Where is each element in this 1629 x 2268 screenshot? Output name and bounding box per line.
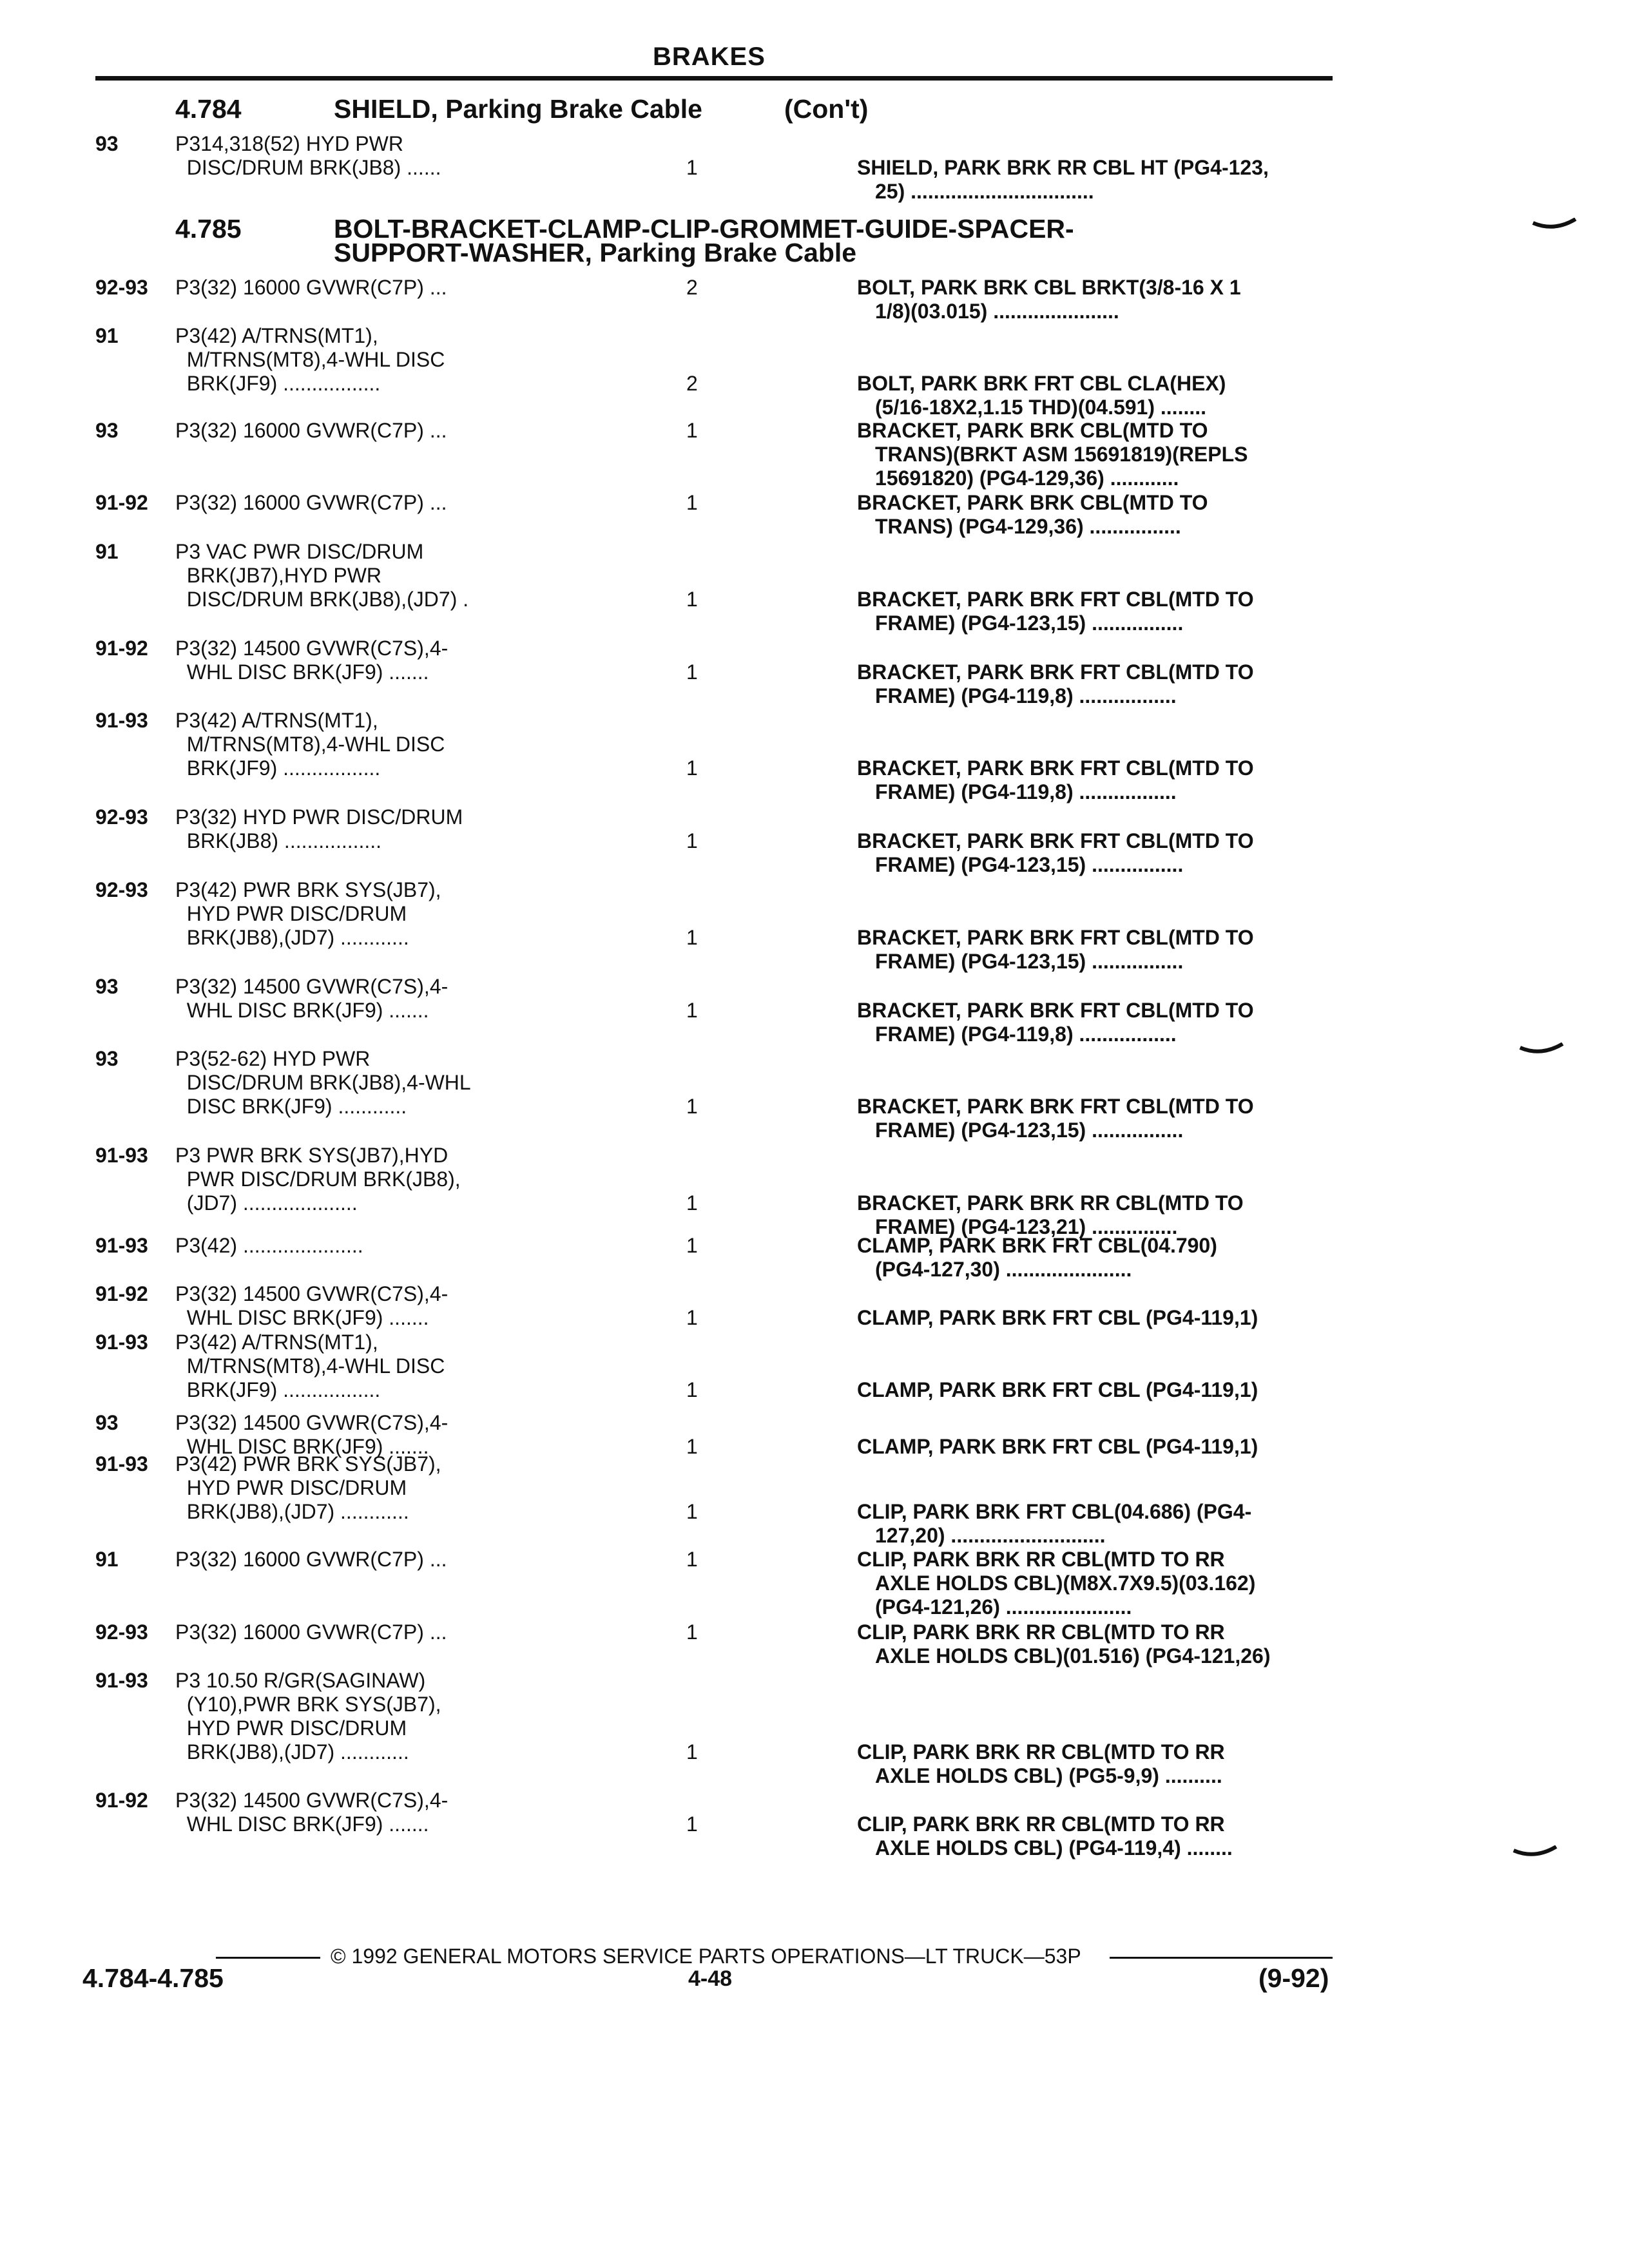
description — [857, 1435, 1334, 1459]
description-line: AXLE HOLDS CBL)(01.516) (PG4-121,26) — [875, 1644, 1271, 1667]
description-line: AXLE HOLDS CBL) (PG5-9,9) .......... — [875, 1764, 1222, 1787]
section-title-line1: BOLT-BRACKET-CLAMP-CLIP-GROMMET-GUIDE-SPACER- — [334, 214, 1074, 244]
quantity: 1 — [686, 419, 698, 442]
application-line: DISC/DRUM BRK(JB8),4-WHL — [175, 1071, 471, 1094]
description — [857, 491, 1334, 539]
application — [175, 1282, 536, 1330]
description-line: TRANS)(BRKT ASM 15691819)(REPLS — [875, 443, 1248, 466]
application-line: PWR DISC/DRUM BRK(JB8), — [175, 1168, 461, 1191]
description — [857, 419, 1334, 490]
application — [175, 276, 536, 300]
model-year: 93 — [95, 1411, 119, 1434]
application-line: WHL DISC BRK(JF9) ....... — [175, 660, 429, 684]
quantity: 1 — [686, 1095, 698, 1118]
quantity: 1 — [686, 1435, 698, 1458]
application — [175, 1789, 536, 1836]
application-line: P3(42) ..................... — [175, 1234, 363, 1257]
model-year: 91-93 — [95, 1331, 148, 1354]
application-line: P3(52-62) HYD PWR — [175, 1047, 371, 1070]
quantity: 1 — [686, 588, 698, 611]
application-line: P3(32) 16000 GVWR(C7P) ... — [175, 419, 447, 442]
application — [175, 1331, 536, 1402]
quantity: 1 — [686, 660, 698, 684]
footer-rule-right — [1110, 1957, 1333, 1959]
description — [857, 1548, 1334, 1619]
model-year: 92-93 — [95, 878, 148, 901]
application-line: P3(32) 16000 GVWR(C7P) ... — [175, 1620, 447, 1644]
description-line: (PG4-121,26) ...................... — [875, 1595, 1132, 1619]
margin-mark — [1532, 218, 1577, 232]
application-line: HYD PWR DISC/DRUM — [175, 1716, 407, 1740]
quantity: 1 — [686, 1191, 698, 1215]
application — [175, 419, 536, 443]
application — [175, 324, 536, 396]
model-year: 91 — [95, 540, 119, 563]
description-line: CLIP, PARK BRK RR CBL(MTD TO RR — [857, 1548, 1225, 1571]
application-line: P3(32) HYD PWR DISC/DRUM — [175, 805, 463, 829]
model-year: 92-93 — [95, 805, 148, 829]
description-line: FRAME) (PG4-119,8) ................. — [875, 780, 1177, 803]
description-line: CLIP, PARK BRK RR CBL(MTD TO RR — [857, 1740, 1225, 1763]
quantity: 1 — [686, 1812, 698, 1836]
description-line: (PG4-127,30) ...................... — [875, 1258, 1132, 1281]
application — [175, 491, 536, 515]
application-line: WHL DISC BRK(JF9) ....... — [175, 1306, 429, 1329]
application-line: WHL DISC BRK(JF9) ....... — [175, 1435, 429, 1458]
application-line: P3(42) PWR BRK SYS(JB7), — [175, 1452, 441, 1475]
application-line: P3(32) 16000 GVWR(C7P) ... — [175, 491, 447, 514]
description-line: BOLT, PARK BRK CBL BRKT(3/8-16 X 1 — [857, 276, 1241, 299]
application-line: P3(32) 14500 GVWR(C7S),4- — [175, 975, 448, 998]
application — [175, 1234, 536, 1258]
quantity: 1 — [686, 1740, 698, 1763]
application-line: HYD PWR DISC/DRUM — [175, 1476, 407, 1499]
application-line: P3(42) A/TRNS(MT1), — [175, 709, 378, 732]
description-line: 127,20) ........................... — [875, 1524, 1106, 1547]
description-line: 15691820) (PG4-129,36) ............ — [875, 466, 1179, 490]
description-line: FRAME) (PG4-123,15) ................ — [875, 950, 1184, 973]
model-year: 91-93 — [95, 1144, 148, 1167]
description — [857, 1095, 1334, 1142]
description-line: BRACKET, PARK BRK FRT CBL(MTD TO — [857, 1095, 1254, 1118]
application-line: (JD7) .................... — [175, 1191, 358, 1215]
section-title-line2: SUPPORT-WASHER, Parking Brake Cable — [334, 238, 857, 267]
application — [175, 540, 536, 611]
description-line: CLIP, PARK BRK FRT CBL(04.686) (PG4- — [857, 1500, 1252, 1523]
description-line: SHIELD, PARK BRK RR CBL HT (PG4-123, — [857, 156, 1269, 179]
description-line: BRACKET, PARK BRK CBL(MTD TO — [857, 419, 1208, 442]
quantity: 1 — [686, 1378, 698, 1401]
model-year: 91-92 — [95, 637, 148, 660]
application-line: P3(42) A/TRNS(MT1), — [175, 324, 378, 347]
model-year: 93 — [95, 419, 119, 442]
description — [857, 276, 1334, 323]
description-line: FRAME) (PG4-119,8) ................. — [875, 684, 1177, 707]
description — [857, 1234, 1334, 1282]
description-line: CLIP, PARK BRK RR CBL(MTD TO RR — [857, 1812, 1225, 1836]
margin-mark — [1512, 1845, 1557, 1860]
application-line: M/TRNS(MT8),4-WHL DISC — [175, 733, 445, 756]
application-line: P3 VAC PWR DISC/DRUM — [175, 540, 424, 563]
application-line: P3(32) 14500 GVWR(C7S),4- — [175, 1411, 448, 1434]
description — [857, 756, 1334, 804]
description-line: CLAMP, PARK BRK FRT CBL (PG4-119,1) — [857, 1378, 1258, 1401]
description — [857, 999, 1334, 1046]
application-line: P3(32) 16000 GVWR(C7P) ... — [175, 276, 447, 299]
description-line: TRANS) (PG4-129,36) ................ — [875, 515, 1181, 538]
quantity: 1 — [686, 1234, 698, 1257]
quantity: 2 — [686, 276, 698, 299]
header-rule — [95, 76, 1333, 81]
application-line: BRK(JB8),(JD7) ............ — [175, 1500, 409, 1523]
application-line: P314,318(52) HYD PWR — [175, 132, 403, 155]
description — [857, 588, 1334, 635]
application — [175, 1411, 536, 1459]
quantity: 2 — [686, 372, 698, 395]
model-year: 91-93 — [95, 709, 148, 732]
description-line: BRACKET, PARK BRK FRT CBL(MTD TO — [857, 926, 1254, 949]
description-line: FRAME) (PG4-123,21) ............... — [875, 1215, 1178, 1238]
application-line: P3(32) 14500 GVWR(C7S),4- — [175, 637, 448, 660]
application — [175, 1548, 536, 1571]
application — [175, 132, 536, 180]
quantity: 1 — [686, 1620, 698, 1644]
description-line: BRACKET, PARK BRK CBL(MTD TO — [857, 491, 1208, 514]
description-line: BRACKET, PARK BRK FRT CBL(MTD TO — [857, 588, 1254, 611]
quantity: 1 — [686, 756, 698, 780]
description-line: (5/16-18X2,1.15 THD)(04.591) ........ — [875, 396, 1207, 419]
description-line: BRACKET, PARK BRK FRT CBL(MTD TO — [857, 999, 1254, 1022]
application — [175, 709, 536, 780]
model-year: 92-93 — [95, 276, 148, 299]
application-line: WHL DISC BRK(JF9) ....... — [175, 1812, 429, 1836]
description-line: BRACKET, PARK BRK RR CBL(MTD TO — [857, 1191, 1244, 1215]
model-year: 91-93 — [95, 1234, 148, 1257]
model-year: 91-92 — [95, 491, 148, 514]
application-line: WHL DISC BRK(JF9) ....... — [175, 999, 429, 1022]
application — [175, 1620, 536, 1644]
description — [857, 1740, 1334, 1788]
model-year: 91-93 — [95, 1669, 148, 1692]
application-line: BRK(JB8),(JD7) ............ — [175, 926, 409, 949]
application-line: BRK(JB7),HYD PWR — [175, 564, 382, 587]
application — [175, 1047, 536, 1119]
model-year: 91 — [95, 1548, 119, 1571]
model-year: 91 — [95, 324, 119, 347]
application — [175, 878, 536, 950]
quantity: 1 — [686, 156, 698, 179]
description — [857, 1191, 1334, 1239]
margin-mark — [1519, 1043, 1564, 1057]
description-line: BRACKET, PARK BRK FRT CBL(MTD TO — [857, 829, 1254, 852]
model-year: 93 — [95, 975, 119, 998]
description-line: FRAME) (PG4-123,15) ................ — [875, 853, 1184, 876]
application-line: (Y10),PWR BRK SYS(JB7), — [175, 1693, 441, 1716]
quantity: 1 — [686, 926, 698, 949]
description — [857, 1812, 1334, 1860]
model-year: 93 — [95, 1047, 119, 1070]
description-line: AXLE HOLDS CBL)(M8X.7X9.5)(03.162) — [875, 1571, 1256, 1595]
application-line: HYD PWR DISC/DRUM — [175, 902, 407, 925]
description — [857, 926, 1334, 974]
description — [857, 1306, 1334, 1330]
description — [857, 1620, 1334, 1668]
section-number: 4.785 — [175, 214, 242, 244]
application — [175, 975, 536, 1023]
application-line: DISC BRK(JF9) ............ — [175, 1095, 407, 1118]
description-line: BRACKET, PARK BRK FRT CBL(MTD TO — [857, 756, 1254, 780]
model-year: 91-93 — [95, 1452, 148, 1475]
description-line: CLAMP, PARK BRK FRT CBL (PG4-119,1) — [857, 1306, 1258, 1329]
model-year: 92-93 — [95, 1620, 148, 1644]
model-year: 93 — [95, 132, 119, 155]
quantity: 1 — [686, 491, 698, 514]
description — [857, 156, 1334, 204]
description — [857, 660, 1334, 708]
application-line: DISC/DRUM BRK(JB8) ...... — [175, 156, 441, 179]
description-line: FRAME) (PG4-119,8) ................. — [875, 1023, 1177, 1046]
application-line: BRK(JF9) ................. — [175, 1378, 381, 1401]
application — [175, 637, 536, 684]
description-line: CLAMP, PARK BRK FRT CBL(04.790) — [857, 1234, 1217, 1257]
description-line: 25) ................................ — [875, 180, 1094, 203]
application-line: P3(42) A/TRNS(MT1), — [175, 1331, 378, 1354]
application-line: BRK(JB8),(JD7) ............ — [175, 1740, 409, 1763]
description — [857, 1500, 1334, 1548]
application-line: P3 10.50 R/GR(SAGINAW) — [175, 1669, 426, 1692]
application-line: M/TRNS(MT8),4-WHL DISC — [175, 348, 445, 371]
application-line: P3(42) PWR BRK SYS(JB7), — [175, 878, 441, 901]
description — [857, 829, 1334, 877]
application-line: P3(32) 14500 GVWR(C7S),4- — [175, 1789, 448, 1812]
quantity: 1 — [686, 1500, 698, 1523]
description-line: CLIP, PARK BRK RR CBL(MTD TO RR — [857, 1620, 1225, 1644]
application-line: P3(32) 14500 GVWR(C7S),4- — [175, 1282, 448, 1305]
description-line: BOLT, PARK BRK FRT CBL CLA(HEX) — [857, 372, 1226, 395]
page-title: BRAKES — [653, 43, 766, 71]
application — [175, 1669, 536, 1764]
footer-rule-left — [216, 1957, 320, 1959]
quantity: 1 — [686, 1548, 698, 1571]
footer-section-range: 4.784-4.785 — [82, 1963, 224, 1993]
description — [857, 1378, 1334, 1402]
application-line: BRK(JF9) ................. — [175, 756, 381, 780]
description-line: FRAME) (PG4-123,15) ................ — [875, 1119, 1184, 1142]
application-line: BRK(JF9) ................. — [175, 372, 381, 395]
quantity: 1 — [686, 829, 698, 852]
description-line: 1/8)(03.015) ...................... — [875, 300, 1119, 323]
quantity: 1 — [686, 999, 698, 1022]
application-line: DISC/DRUM BRK(JB8),(JD7) . — [175, 588, 469, 611]
application-line: P3 PWR BRK SYS(JB7),HYD — [175, 1144, 448, 1167]
footer-page-number: 4-48 — [688, 1966, 733, 1991]
description-line: CLAMP, PARK BRK FRT CBL (PG4-119,1) — [857, 1435, 1258, 1458]
description-line: BRACKET, PARK BRK FRT CBL(MTD TO — [857, 660, 1254, 684]
application — [175, 1452, 536, 1524]
quantity: 1 — [686, 1306, 698, 1329]
footer-copyright: © 1992 GENERAL MOTORS SERVICE PARTS OPERATIONS—LT TRUCK—53P — [331, 1945, 1081, 1968]
application — [175, 805, 536, 853]
application — [175, 1144, 536, 1215]
application-line: M/TRNS(MT8),4-WHL DISC — [175, 1354, 445, 1378]
section-continued: (Con't) — [784, 94, 869, 124]
application-line: P3(32) 16000 GVWR(C7P) ... — [175, 1548, 447, 1571]
model-year: 91-92 — [95, 1789, 148, 1812]
description-line: FRAME) (PG4-123,15) ................ — [875, 611, 1184, 635]
model-year: 91-92 — [95, 1282, 148, 1305]
description-line: AXLE HOLDS CBL) (PG4-119,4) ........ — [875, 1836, 1233, 1860]
application-line: BRK(JB8) ................. — [175, 829, 382, 852]
section-title: SHIELD, Parking Brake Cable — [334, 94, 702, 124]
section-number: 4.784 — [175, 94, 242, 124]
footer-date-code: (9-92) — [1258, 1963, 1329, 1993]
description — [857, 372, 1334, 419]
